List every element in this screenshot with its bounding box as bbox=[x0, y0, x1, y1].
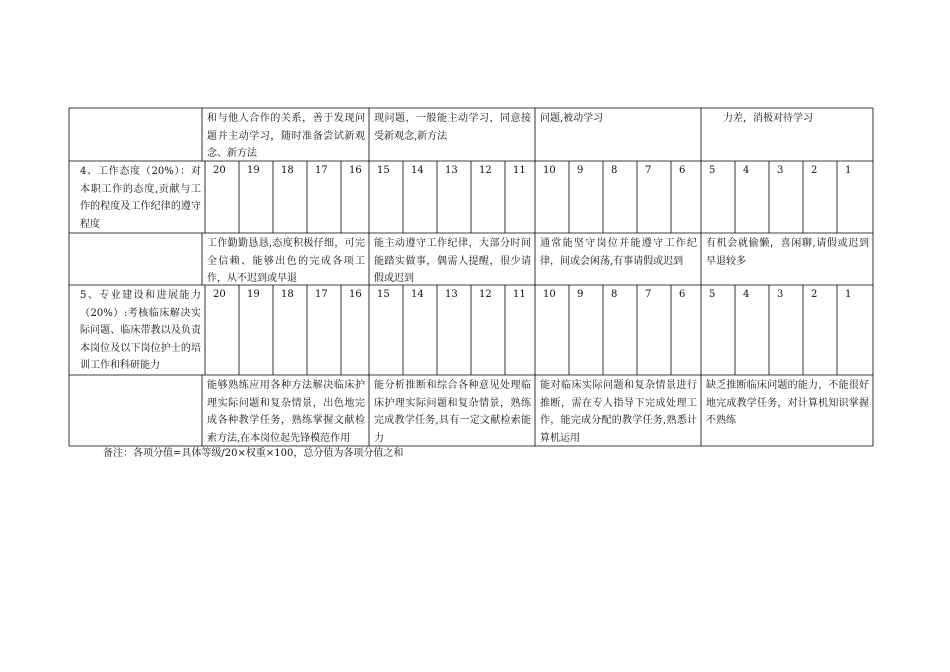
score-value: 20 bbox=[213, 289, 226, 300]
score-value: 6 bbox=[679, 289, 686, 300]
score-value: 6 bbox=[679, 165, 686, 176]
score-value: 3 bbox=[777, 165, 784, 176]
score-value: 11 bbox=[513, 165, 526, 176]
descriptor-cell: 工作勤勤恳恳,态度积极仔细，可完全信赖、能够出色的完成各项工作，从不迟到或早退 bbox=[207, 238, 365, 284]
descriptor-cell: 能主动遵守工作纪律，大部分时间能踏实做事，偶需人提醒，很少请假或迟到 bbox=[374, 238, 531, 284]
score-value: 18 bbox=[281, 165, 294, 176]
score-value: 8 bbox=[611, 165, 618, 176]
criterion-work-attitude: 4、工作态度（20%）：对本职工作的态度,贡献与工作的程度及工作纪律的遵守程度 bbox=[80, 166, 201, 230]
score-value: 7 bbox=[645, 289, 652, 300]
score-value: 15 bbox=[377, 289, 390, 300]
score-value: 1 bbox=[845, 165, 852, 176]
score-value: 15 bbox=[377, 165, 390, 176]
descriptor-cell: 有机会就偷懒，喜闲聊,请假或迟到早退较多 bbox=[706, 238, 869, 267]
criterion-professional-development: 5、专业建设和进展能力（20%）:考核临床解决实际问题、临床带教以及负责本岗位及以下岗位护士的培训工作和科研能力 bbox=[80, 290, 201, 371]
score-value: 19 bbox=[247, 165, 260, 176]
descriptor-cell: 和与他人合作的关系，善于发现问题并主动学习，随时准备尝试新观念、新方法 bbox=[207, 113, 365, 159]
score-value: 1 bbox=[845, 289, 852, 300]
score-value: 20 bbox=[213, 165, 226, 176]
score-value: 8 bbox=[611, 289, 618, 300]
descriptor-cell: 能够熟练应用各种方法解决临床护理实际问题和复杂情景，出色地完成各种教学任务，熟练掌握文献检索方法,在本岗位起先锋模范作用 bbox=[207, 380, 365, 444]
score-value: 4 bbox=[743, 289, 750, 300]
score-value: 12 bbox=[479, 165, 492, 176]
descriptor-cell: 现问题，一般能主动学习，同意接受新观念,新方法 bbox=[374, 113, 531, 142]
score-value: 10 bbox=[543, 165, 556, 176]
descriptor-cell: 能对临床实际问题和复杂情景进行推断，需在专人指导下完成处理工作，能完成分配的教学任务,熟悉计算机运用 bbox=[540, 380, 697, 444]
score-value: 7 bbox=[645, 165, 652, 176]
score-value: 16 bbox=[349, 165, 362, 176]
score-value: 13 bbox=[445, 165, 458, 176]
score-value: 5 bbox=[709, 289, 716, 300]
score-value: 10 bbox=[543, 289, 556, 300]
descriptor-cell: 力差，消极对待学习 bbox=[723, 113, 813, 124]
score-value: 5 bbox=[709, 165, 716, 176]
score-value: 17 bbox=[315, 289, 328, 300]
score-value: 2 bbox=[811, 289, 818, 300]
score-value: 13 bbox=[445, 289, 458, 300]
score-value: 4 bbox=[743, 165, 750, 176]
score-value: 12 bbox=[479, 289, 492, 300]
score-value: 14 bbox=[411, 165, 424, 176]
footnote: 备注：各项分值=具体等级/20×权重×100，总分值为各项分值之和 bbox=[103, 448, 404, 459]
score-value: 19 bbox=[247, 289, 260, 300]
score-value: 17 bbox=[315, 165, 328, 176]
score-value: 2 bbox=[811, 165, 818, 176]
descriptor-cell: 通常能坚守岗位并能遵守工作纪律，间或会闲荡,有事请假或迟到 bbox=[540, 238, 697, 267]
score-value: 14 bbox=[411, 289, 424, 300]
score-value: 3 bbox=[777, 289, 784, 300]
score-value: 11 bbox=[513, 289, 526, 300]
score-value: 9 bbox=[577, 165, 584, 176]
descriptor-cell: 缺乏推断临床问题的能力，不能很好地完成教学任务，对计算机知识掌握不熟练 bbox=[706, 380, 869, 426]
score-value: 16 bbox=[349, 289, 362, 300]
score-value: 18 bbox=[281, 289, 294, 300]
descriptor-cell: 问题,被动学习 bbox=[540, 113, 604, 124]
descriptor-cell: 能分析推断和综合各种意见处理临床护理实际问题和复杂情景，熟练完成教学任务,具有一定文献检索能力 bbox=[374, 380, 531, 444]
score-value: 9 bbox=[577, 289, 584, 300]
